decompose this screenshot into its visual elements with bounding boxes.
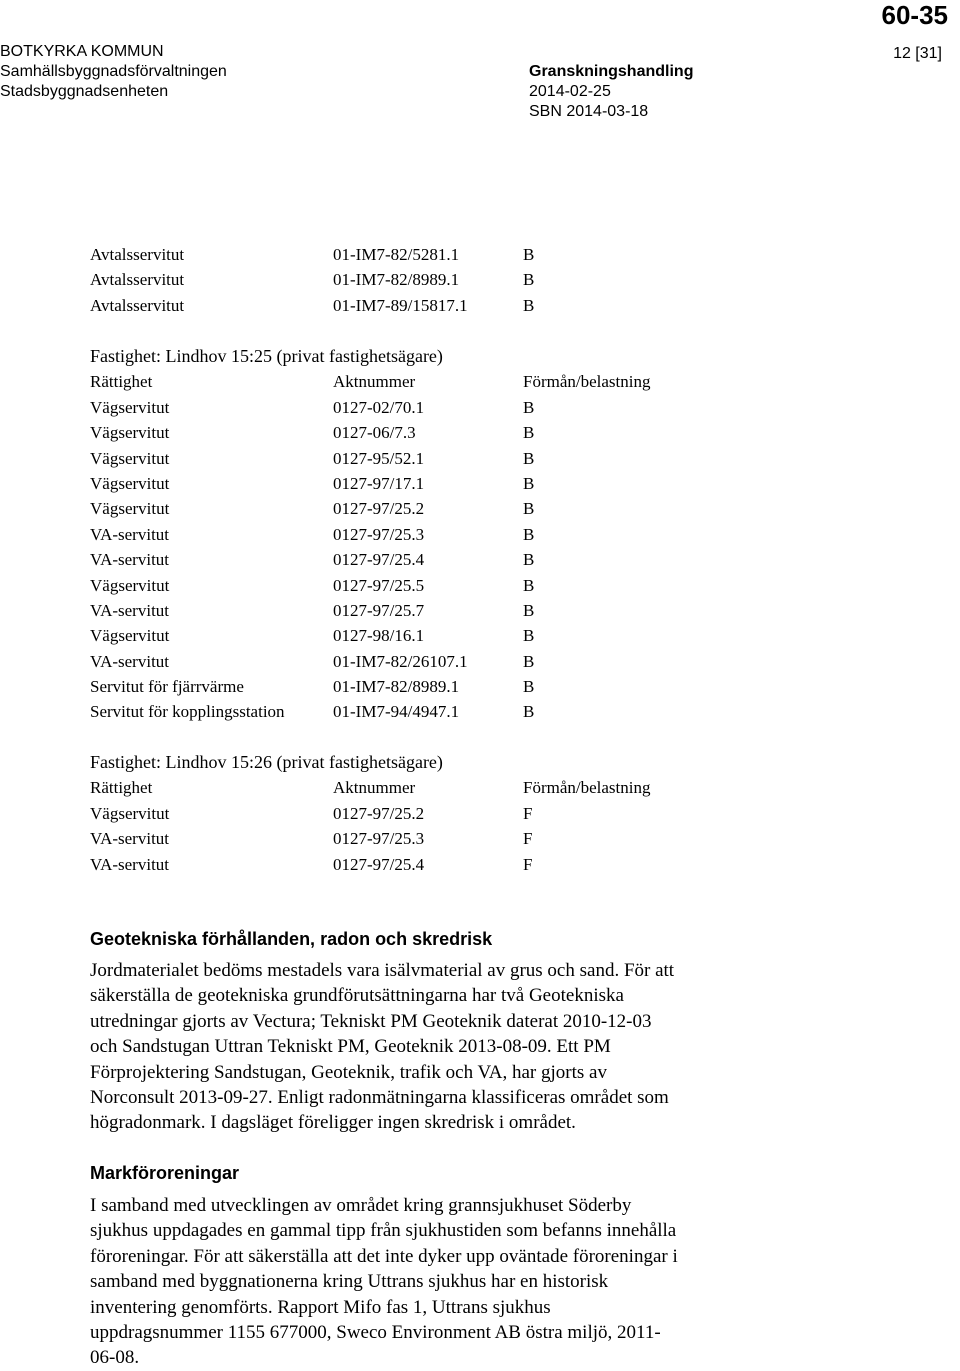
paragraph-line: Förprojektering Sandstugan, Geoteknik, trafik och VA, har gjorts av xyxy=(90,1061,607,1083)
act-number-cell: 0127-97/25.3 xyxy=(333,524,425,544)
geotechnical-paragraph xyxy=(90,958,820,1136)
benefit-burden-cell: B xyxy=(523,702,535,722)
property-heading-text: Fastighet: Lindhov 15:26 (privat fastighetsägare) xyxy=(90,752,443,772)
table-row xyxy=(90,826,730,851)
act-number-cell: 01-IM7-82/8989.1 xyxy=(333,677,460,697)
act-number-cell: 0127-02/70.1 xyxy=(333,397,425,417)
paragraph-line: samband med byggnationerna kring Uttrans sjukhus har en historisk xyxy=(90,1271,609,1293)
benefit-burden-cell: B xyxy=(523,295,535,315)
document-meta xyxy=(529,62,693,122)
act-number-cell: 01-IM7-82/5281.1 xyxy=(333,245,460,264)
act-number-cell: 0127-97/25.7 xyxy=(333,600,425,620)
act-number-cell: 01-IM7-82/8989.1 xyxy=(333,270,460,290)
benefit-burden-cell: B xyxy=(523,245,535,264)
column-header-right: Rättighet xyxy=(90,372,153,392)
column-header-benefit-burden: Förmån/belastning xyxy=(523,778,651,798)
table-row xyxy=(90,293,730,318)
table-row xyxy=(90,852,730,877)
act-number-cell: 0127-98/16.1 xyxy=(333,626,425,646)
easement-table-continued xyxy=(90,242,730,318)
property-15-25-table xyxy=(90,344,730,725)
table-row xyxy=(90,674,730,699)
act-number-cell: 0127-97/25.4 xyxy=(333,854,425,874)
property-heading xyxy=(90,344,730,369)
right-cell: Avtalsservitut xyxy=(90,245,185,264)
right-cell: Servitut för fjärrvärme xyxy=(90,677,244,697)
paragraph-line: uppdragsnummer 1155 677000, Sweco Environment AB östra miljö, 2011- xyxy=(90,1322,661,1344)
column-header-benefit-burden: Förmån/belastning xyxy=(523,372,651,392)
document-date: 2014-02-25 xyxy=(529,83,611,100)
sbn-date: SBN 2014-03-18 xyxy=(529,103,649,120)
right-cell: VA-servitut xyxy=(90,524,170,544)
act-number-cell: 0127-97/25.3 xyxy=(333,829,425,849)
benefit-burden-cell: B xyxy=(523,473,535,493)
table-row xyxy=(90,547,730,572)
contamination-paragraph xyxy=(90,1193,820,1371)
table-row xyxy=(90,242,730,267)
right-cell: Vägservitut xyxy=(90,803,170,823)
column-header-right: Rättighet xyxy=(90,778,153,798)
paragraph-line: och Sandstugan Uttran Tekniskt PM, Geoteknik 2013-08-09. Ett PM xyxy=(90,1036,611,1058)
property-heading xyxy=(90,750,730,775)
benefit-burden-cell: B xyxy=(523,448,535,468)
benefit-burden-cell: B xyxy=(523,270,535,290)
paragraph-line: inventering genomförts. Rapport Mifo fas 1, Uttrans sjukhus xyxy=(90,1296,551,1318)
act-number-cell: 0127-97/25.5 xyxy=(333,575,425,595)
right-cell: Vägservitut xyxy=(90,575,170,595)
paragraph-line: 06-08. xyxy=(90,1347,140,1369)
right-cell: VA-servitut xyxy=(90,829,170,849)
org-name: BOTKYRKA KOMMUN xyxy=(0,43,164,60)
act-number-cell: 0127-97/25.4 xyxy=(333,550,425,570)
table-row xyxy=(90,420,730,445)
column-header-act-number: Aktnummer xyxy=(333,372,416,392)
benefit-burden-cell: B xyxy=(523,550,535,570)
benefit-burden-cell: B xyxy=(523,423,535,443)
table-row xyxy=(90,598,730,623)
paragraph-line: utredningar gjorts av Vectura; Tekniskt PM Geoteknik daterat 2010-12-03 xyxy=(90,1010,652,1032)
table-row xyxy=(90,267,730,292)
column-header-act-number: Aktnummer xyxy=(333,778,416,798)
table-row xyxy=(90,496,730,521)
property-heading-text: Fastighet: Lindhov 15:25 (privat fastighetsägare) xyxy=(90,346,443,366)
act-number-cell: 01-IM7-89/15817.1 xyxy=(333,295,468,315)
right-cell: VA-servitut xyxy=(90,854,170,874)
benefit-burden-cell: B xyxy=(523,499,535,519)
paragraph-line: sjukhus uppdagades en gammal tipp från sjukhustiden som befanns innehålla xyxy=(90,1220,677,1242)
table-row xyxy=(90,699,730,724)
benefit-burden-cell: B xyxy=(523,626,535,646)
act-number-cell: 0127-97/17.1 xyxy=(333,473,425,493)
right-cell: Avtalsservitut xyxy=(90,270,185,290)
paragraph-line: I samband med utvecklingen av området kring grannsjukhuset Söderby xyxy=(90,1195,632,1216)
page-number: 12 [31] xyxy=(893,45,942,62)
geotechnical-heading: Geotekniska förhållanden, radon och skredrisk xyxy=(90,929,493,949)
table-row xyxy=(90,471,730,496)
benefit-burden-cell: F xyxy=(523,854,533,874)
benefit-burden-cell: F xyxy=(523,829,533,849)
paragraph-line: Norconsult 2013-09-27. Enligt radonmätningarna klassificeras området som xyxy=(90,1087,669,1109)
table-row xyxy=(90,446,730,471)
benefit-burden-cell: B xyxy=(523,575,535,595)
benefit-burden-cell: B xyxy=(523,651,535,671)
right-cell: Vägservitut xyxy=(90,448,170,468)
right-cell: Avtalsservitut xyxy=(90,295,185,315)
property-15-26-table xyxy=(90,750,730,877)
department-name: Samhällsbyggnadsförvaltningen xyxy=(0,63,227,80)
organization-block xyxy=(0,42,227,102)
act-number-cell: 0127-06/7.3 xyxy=(333,423,416,443)
table-row xyxy=(90,649,730,674)
table-row xyxy=(90,395,730,420)
contamination-heading: Markföroreningar xyxy=(90,1163,240,1183)
right-cell: VA-servitut xyxy=(90,550,170,570)
right-cell: Vägservitut xyxy=(90,499,170,519)
unit-name: Stadsbyggnadsenheten xyxy=(0,83,169,100)
paragraph-line: säkerställa de geotekniska grundförutsättningarna har två Geotekniska xyxy=(90,985,624,1007)
table-row xyxy=(90,573,730,598)
benefit-burden-cell: B xyxy=(523,677,535,697)
table-header-row xyxy=(90,775,730,800)
benefit-burden-cell: B xyxy=(523,600,535,620)
act-number-cell: 01-IM7-82/26107.1 xyxy=(333,651,468,671)
right-cell: Servitut för kopplingsstation xyxy=(90,702,285,722)
act-number-cell: 0127-97/25.2 xyxy=(333,803,425,823)
benefit-burden-cell: B xyxy=(523,524,535,544)
right-cell: Vägservitut xyxy=(90,423,170,443)
benefit-burden-cell: F xyxy=(523,803,533,823)
benefit-burden-cell: B xyxy=(523,397,535,417)
right-cell: Vägservitut xyxy=(90,473,170,493)
table-header-row xyxy=(90,369,730,394)
right-cell: VA-servitut xyxy=(90,600,170,620)
act-number-cell: 01-IM7-94/4947.1 xyxy=(333,702,460,722)
right-cell: VA-servitut xyxy=(90,651,170,671)
paragraph-line: högradonmark. I dagsläget föreligger ingen skredrisk i området. xyxy=(90,1112,576,1134)
right-cell: Vägservitut xyxy=(90,397,170,417)
table-row xyxy=(90,522,730,547)
document-reference-number: 60-35 xyxy=(881,0,948,30)
paragraph-line: Jordmaterialet bedöms mestadels vara isälvmaterial av grus och sand. För att xyxy=(90,960,675,981)
act-number-cell: 0127-97/25.2 xyxy=(333,499,425,519)
paragraph-line: föroreningar. För att säkerställa att det inte dyker upp oväntade föroreningar i xyxy=(90,1245,678,1267)
table-row xyxy=(90,801,730,826)
act-number-cell: 0127-95/52.1 xyxy=(333,448,425,468)
document-status: Granskningshandling xyxy=(529,63,694,80)
right-cell: Vägservitut xyxy=(90,626,170,646)
table-row xyxy=(90,623,730,648)
